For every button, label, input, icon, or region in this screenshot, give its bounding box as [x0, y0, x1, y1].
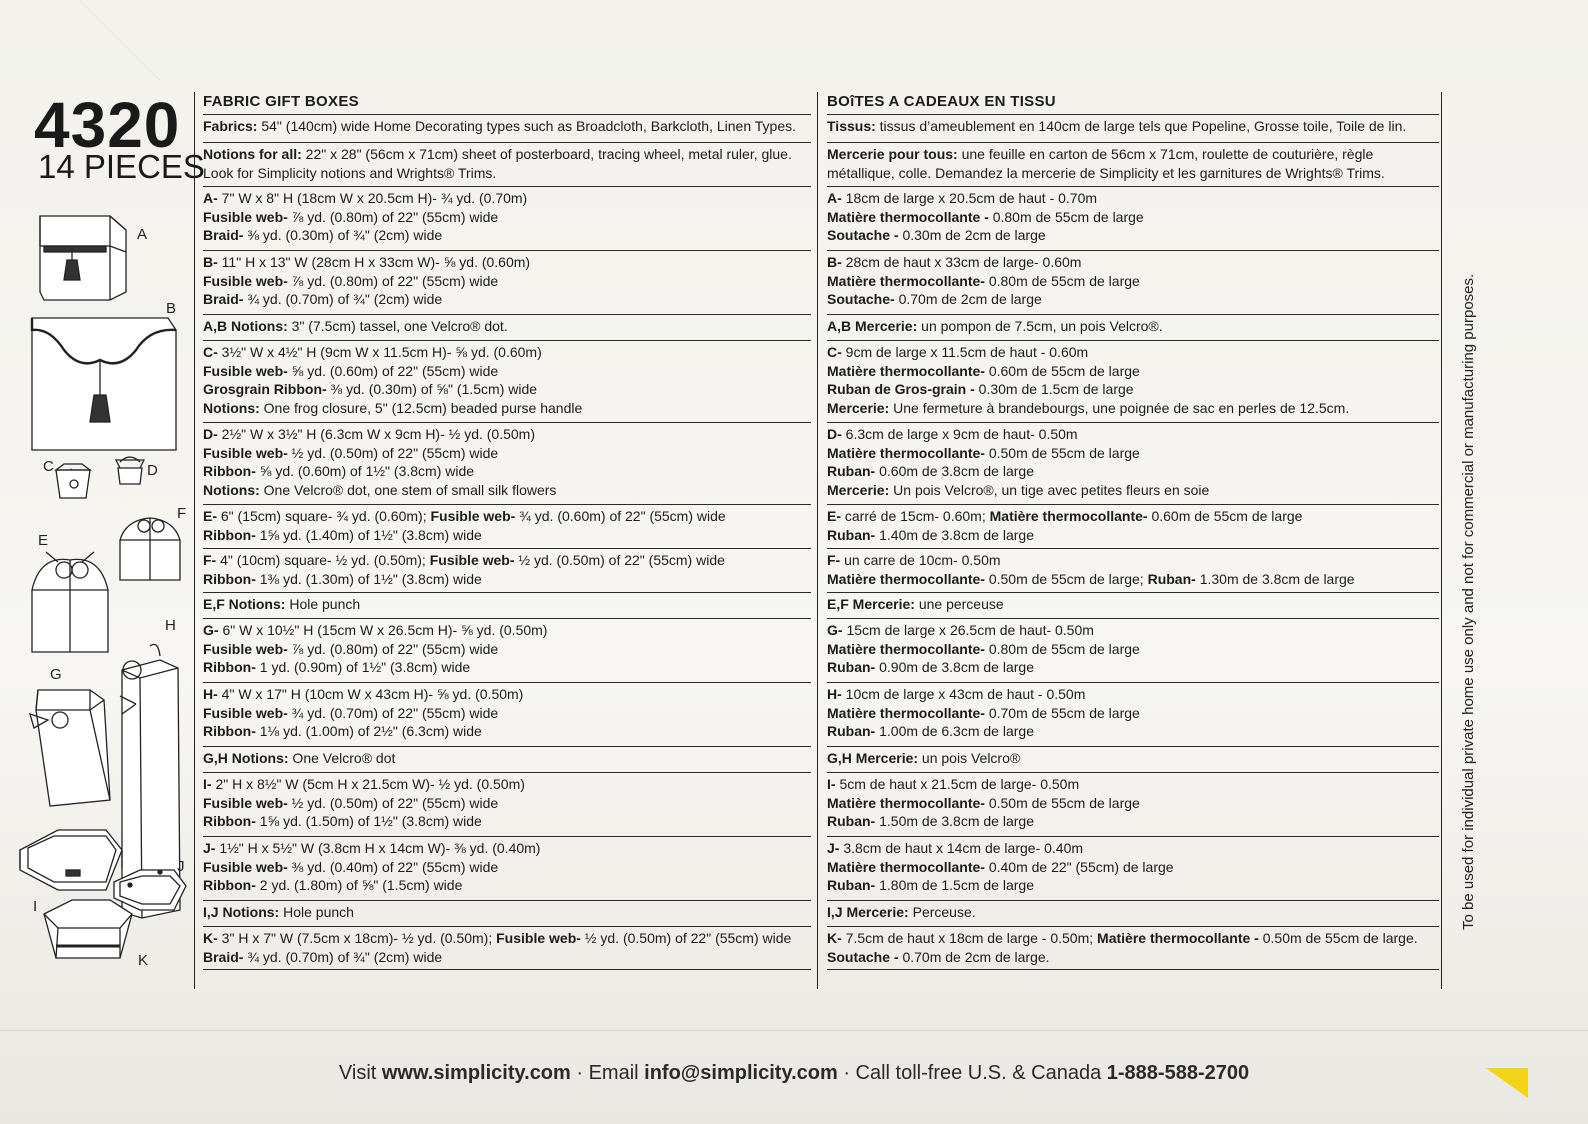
french-row-line: Mercerie: Une fermeture à brandebourgs, une poignée de sac en perles de 12.5cm.: [827, 399, 1350, 416]
english-row-line: Notions for all: 22" x 28" (56cm x 71cm) sheet of posterboard, tracing wheel, metal ruler, glue.: [203, 146, 792, 162]
english-row: [203, 592, 811, 618]
french-row-line: Ruban- 1.40m de 3.8cm de large: [827, 526, 1034, 543]
french-row-line: Soutache - 0.70m de 2cm de large.: [827, 948, 1050, 965]
french-row: [827, 746, 1439, 772]
view-a-illustration: [40, 216, 126, 300]
english-row-line: Braid- ¾ yd. (0.70m) of ¾" (2cm) wide: [203, 948, 443, 965]
french-row-line: Matière thermocollante- 0.50m de 55cm de large: [827, 794, 1140, 811]
english-row-line: Fusible web- ⅞ yd. (0.80m) of 22" (55cm) wide: [203, 272, 499, 289]
english-row-line: F- 4" (10cm) square- ½ yd. (0.50m); Fusible web- ½ yd. (0.50m) of 22" (55cm) wide: [203, 552, 725, 568]
footer-email-label: · Email: [570, 1062, 645, 1084]
english-row-line: Braid- ⅜ yd. (0.30m) of ¾" (2cm) wide: [203, 227, 443, 243]
french-row: [827, 186, 1439, 250]
english-row-line: H- 4" W x 17" H (10cm W x 43cm H)- ⅝ yd. (0.50m): [203, 686, 524, 702]
french-row-line: F- un carre de 10cm- 0.50m: [827, 552, 1001, 568]
french-row-line: C- 9cm de large x 11.5cm de haut - 0.60m: [827, 344, 1089, 360]
view-b-illustration: [32, 318, 176, 450]
french-row-line: A,B Mercerie: un pompon de 7.5cm, un pois Velcro®.: [827, 318, 1163, 334]
view-f-illustration: [120, 518, 180, 580]
english-row-line: G,H Notions: One Velcro® dot: [203, 750, 396, 766]
english-row-line: G- 6" W x 10½" H (15cm W x 26.5cm H)- ⅝ yd. (0.50m): [203, 622, 548, 638]
english-row-line: I- 2" H x 8½" W (5cm H x 21.5cm W)- ½ yd. (0.50m): [203, 776, 525, 792]
english-row: [203, 250, 811, 314]
view-i-illustration: [20, 830, 122, 890]
view-letter-a: A: [137, 226, 148, 243]
view-letter-c: C: [43, 458, 54, 475]
english-row-line: J- 1½" H x 5½" W (3.8cm H x 14cm W)- ⅜ yd. (0.40m): [203, 840, 541, 856]
english-row-line: Ribbon- ⅝ yd. (0.60m) of 1½" (3.8cm) wide: [203, 463, 475, 479]
view-k-illustration: [44, 900, 132, 958]
english-row-line: Ribbon- 1⅝ yd. (1.50m) of 1½" (3.8cm) wide: [203, 813, 482, 829]
english-row-line: A,B Notions: 3" (7.5cm) tassel, one Velcro® dot.: [203, 318, 508, 334]
french-row-line: Ruban- 1.00m de 6.3cm de large: [827, 723, 1034, 739]
french-row-line: Mercerie: Un pois Velcro®, un tige avec petites fleurs en soie: [827, 481, 1210, 498]
english-row: [203, 504, 811, 548]
french-row: [827, 142, 1439, 186]
french-row: [827, 314, 1439, 340]
view-letter-f: F: [177, 505, 187, 522]
french-row-line: J- 3.8cm de haut x 14cm de large- 0.40m: [827, 840, 1084, 856]
french-row-line: Ruban- 1.80m de 1.5cm de large: [827, 877, 1034, 893]
right-divider: [1441, 92, 1442, 989]
english-row: [203, 926, 811, 970]
english-row-line: Look for Simplicity notions and Wrights® Trims.: [203, 164, 497, 181]
english-row: [203, 314, 811, 340]
english-row-line: Ribbon- 1⅜ yd. (1.30m) of 1½" (3.8cm) wide: [203, 570, 482, 587]
french-row: [827, 548, 1439, 592]
english-row-line: I,J Notions: Hole punch: [203, 904, 354, 920]
english-row-line: Ribbon- 1⅛ yd. (1.00m) of 2½" (6.3cm) wide: [203, 723, 482, 739]
french-row-line: Matière thermocollante- 0.80m de 55cm de large: [827, 640, 1140, 657]
french-row-line: G,H Mercerie: un pois Velcro®: [827, 750, 1021, 766]
french-requirements: [827, 92, 1439, 970]
english-row: [203, 772, 811, 836]
french-row: [827, 504, 1439, 548]
view-letter-h: H: [165, 617, 176, 634]
french-rows: [827, 114, 1439, 970]
english-row-line: Braid- ¾ yd. (0.70m) of ¾" (2cm) wide: [203, 291, 443, 307]
view-e-illustration: [32, 552, 108, 652]
english-row: [203, 746, 811, 772]
english-row: [203, 682, 811, 746]
french-row-line: Tissus: tissus d’ameublement en 140cm de large tels que Popeline, Grosse toile, Toile de lin.: [827, 118, 1407, 134]
english-row-line: Notions: One frog closure, 5" (12.5cm) beaded purse handle: [203, 399, 583, 416]
piece-count: 14 PIECES: [38, 148, 205, 185]
english-row-line: E,F Notions: Hole punch: [203, 596, 361, 612]
english-row: [203, 618, 811, 682]
english-row-line: Fusible web- ⅞ yd. (0.80m) of 22" (55cm) wide: [203, 208, 499, 225]
french-row: [827, 114, 1439, 142]
english-row-line: Notions: One Velcro® dot, one stem of small silk flowers: [203, 481, 557, 498]
french-row: [827, 682, 1439, 746]
french-row-line: Matière thermocollante- 0.80m de 55cm de large: [827, 272, 1140, 289]
english-row: [203, 340, 811, 422]
english-row-line: Ribbon- 1 yd. (0.90m) of 1½" (3.8cm) wide: [203, 659, 471, 675]
english-row: [203, 422, 811, 504]
english-row-line: A- 7" W x 8" H (18cm W x 20.5cm H)- ¾ yd. (0.70m): [203, 190, 528, 206]
french-row-line: B- 28cm de haut x 33cm de large- 0.60m: [827, 254, 1082, 270]
french-row-line: Mercerie pour tous: une feuille en carton de 56cm x 71cm, roulette de couturière, règle: [827, 146, 1374, 162]
english-row: [203, 548, 811, 592]
english-row-line: K- 3" H x 7" W (7.5cm x 18cm)- ½ yd. (0.50m); Fusible web- ½ yd. (0.50m) of 22" (55cm) wide: [203, 930, 792, 946]
english-row-line: E- 6" (15cm) square- ¾ yd. (0.60m); Fusible web- ¾ yd. (0.60m) of 22" (55cm) wide: [203, 508, 726, 524]
french-row: [827, 836, 1439, 900]
french-row-line: Matière thermocollante- 0.50m de 55cm de large: [827, 444, 1140, 461]
french-row-line: Matière thermocollante- 0.50m de 55cm de large; Ruban- 1.30m de 3.8cm de large: [827, 570, 1355, 587]
english-row-line: D- 2½" W x 3½" H (6.3cm W x 9cm H)- ½ yd. (0.50m): [203, 426, 536, 442]
english-row-line: Fabrics: 54" (140cm) wide Home Decorating types such as Broadcloth, Barkcloth, Linen Types.: [203, 118, 797, 134]
english-row: [203, 900, 811, 926]
french-row-line: E- carré de 15cm- 0.60m; Matière thermocollante- 0.60m de 55cm de large: [827, 508, 1303, 524]
french-row-line: A- 18cm de large x 20.5cm de haut - 0.70m: [827, 190, 1098, 206]
contact-footer: [0, 1062, 1588, 1085]
french-row: [827, 772, 1439, 836]
french-row-line: K- 7.5cm de haut x 18cm de large - 0.50m; Matière thermocollante - 0.50m de 55cm de large.: [827, 930, 1418, 946]
phone-number: 1-888-588-2700: [1106, 1062, 1250, 1084]
view-letter-b: B: [166, 300, 177, 317]
french-row-line: Soutache- 0.70m de 2cm de large: [827, 291, 1042, 307]
english-row-line: Ribbon- 2 yd. (1.80m) of ⅝" (1.5cm) wide: [203, 877, 463, 893]
french-row-line: D- 6.3cm de large x 9cm de haut- 0.50m: [827, 426, 1078, 442]
french-title: BOîTES A CADEAUX EN TISSU: [827, 93, 1056, 110]
french-row-line: H- 10cm de large x 43cm de haut - 0.50m: [827, 686, 1086, 702]
french-row-line: I,J Mercerie: Perceuse.: [827, 904, 976, 920]
french-row: [827, 592, 1439, 618]
french-row-line: Matière thermocollante- 0.60m de 55cm de large: [827, 362, 1140, 379]
french-row-line: Matière thermocollante- 0.70m de 55cm de large: [827, 704, 1140, 721]
envelope-flap-crease: [0, 0, 160, 80]
french-row-line: Ruban- 1.50m de 3.8cm de large: [827, 813, 1034, 829]
view-letter-j: J: [177, 858, 185, 875]
english-requirements: [203, 92, 811, 970]
english-row-line: Fusible web- ⅜ yd. (0.40m) of 22" (55cm) wide: [203, 858, 499, 875]
view-letter-d: D: [147, 462, 158, 479]
english-rows: [203, 114, 811, 970]
center-divider: [817, 92, 818, 989]
english-row-line: Fusible web- ⅞ yd. (0.80m) of 22" (55cm) wide: [203, 640, 499, 657]
usage-notice: To be used for individual private home use only and not for commercial or manufacturing purposes.: [1460, 273, 1477, 930]
french-row-line: métallique, colle. Demandez la mercerie de Simplicity et les garnitures de Wrights® Trims.: [827, 164, 1385, 181]
french-row: [827, 422, 1439, 504]
english-row-line: C- 3½" W x 4½" H (9cm W x 11.5cm H)- ⅝ yd. (0.60m): [203, 344, 542, 360]
french-row-line: E,F Mercerie: une perceuse: [827, 596, 1004, 612]
english-row: [203, 186, 811, 250]
english-row-line: Fusible web- ¾ yd. (0.70m) of 22" (55cm) wide: [203, 704, 499, 721]
english-row-line: Ribbon- 1⅝ yd. (1.40m) of 1½" (3.8cm) wide: [203, 526, 482, 543]
footer-call: · Call toll-free U.S. & Canada: [837, 1062, 1107, 1084]
french-row: [827, 250, 1439, 314]
english-row: [203, 142, 811, 186]
french-row-line: Ruban- 0.60m de 3.8cm de large: [827, 463, 1034, 479]
pattern-number: 4320: [34, 89, 181, 161]
english-row-line: Fusible web- ½ yd. (0.50m) of 22" (55cm) wide: [203, 794, 499, 811]
view-letter-g: G: [50, 666, 62, 683]
french-row-line: Matière thermocollante - 0.80m de 55cm de large: [827, 208, 1144, 225]
french-row: [827, 618, 1439, 682]
french-row: [827, 926, 1439, 970]
envelope-fold-line: [0, 1030, 1588, 1031]
view-g-illustration: [30, 690, 110, 806]
french-row-line: I- 5cm de haut x 21.5cm de large- 0.50m: [827, 776, 1080, 792]
english-row-line: Fusible web- ½ yd. (0.50m) of 22" (55cm) wide: [203, 444, 499, 461]
left-divider: [194, 92, 195, 989]
french-row-line: Ruban- 0.90m de 3.8cm de large: [827, 659, 1034, 675]
french-row-line: Soutache - 0.30m de 2cm de large: [827, 227, 1046, 243]
view-d-illustration: [116, 457, 144, 484]
english-row: [203, 114, 811, 142]
english-row-line: B- 11" H x 13" W (28cm H x 33cm W)- ⅝ yd. (0.60m): [203, 254, 531, 270]
english-row-line: Grosgrain Ribbon- ⅜ yd. (0.30m) of ⅝" (1.5cm) wide: [203, 381, 538, 397]
email-link[interactable]: info@simplicity.com: [644, 1062, 838, 1084]
view-c-illustration: [56, 464, 90, 498]
english-row-line: Fusible web- ⅝ yd. (0.60m) of 22" (55cm) wide: [203, 362, 499, 379]
french-row: [827, 340, 1439, 422]
footer-visit: Visit: [338, 1062, 382, 1084]
french-row-line: G- 15cm de large x 26.5cm de haut- 0.50m: [827, 622, 1094, 638]
view-letter-e: E: [38, 532, 49, 549]
view-illustrations: [10, 200, 190, 990]
website-link[interactable]: www.simplicity.com: [381, 1062, 571, 1084]
view-letter-i: I: [33, 898, 38, 915]
english-row: [203, 836, 811, 900]
english-title: FABRIC GIFT BOXES: [203, 93, 359, 110]
view-letter-k: K: [138, 952, 149, 969]
french-row-line: Matière thermocollante- 0.40m de 22" (55cm) de large: [827, 858, 1174, 875]
french-row-line: Ruban de Gros-grain - 0.30m de 1.5cm de large: [827, 381, 1134, 397]
french-row: [827, 900, 1439, 926]
